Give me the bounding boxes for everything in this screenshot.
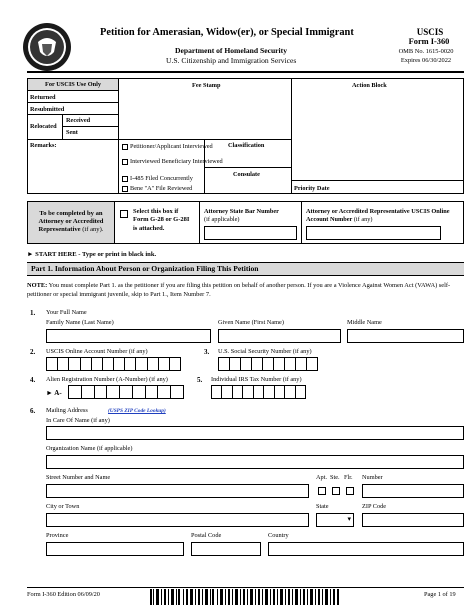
irs-tax-input[interactable] <box>211 385 306 399</box>
middle-name-input[interactable] <box>347 329 464 343</box>
country-label: Country <box>268 532 289 539</box>
item1-number: 1. <box>30 309 36 317</box>
checkbox-icon <box>122 159 128 165</box>
province-label: Province <box>46 532 69 539</box>
item2-number: 2. <box>30 348 36 356</box>
form-edition: Form I-360 Edition 06/09/20 <box>27 591 100 598</box>
start-here: ► START HERE - Type or print in black ink. <box>27 251 157 258</box>
footer-rule <box>27 587 464 588</box>
country-input[interactable] <box>268 542 464 556</box>
returned-label: Returned <box>30 94 56 101</box>
received-label: Received <box>66 117 91 124</box>
item3-number: 3. <box>204 348 210 356</box>
in-care-of-input[interactable] <box>46 426 464 440</box>
a-number-prefix: ► A- <box>46 389 62 397</box>
part1-title: Part 1. Information About Person or Organization Filing This Petition <box>31 264 259 273</box>
city-label: City or Town <box>46 503 80 510</box>
form-agency: USCIS <box>416 27 444 37</box>
bar-number-label: Attorney State Bar Number <box>204 208 279 215</box>
bar-number-input[interactable] <box>204 226 297 240</box>
agency-name: U.S. Citizenship and Immigration Services <box>166 56 297 65</box>
flr-checkbox[interactable] <box>346 487 354 495</box>
postal-input[interactable] <box>191 542 261 556</box>
dhs-seal <box>22 22 72 72</box>
item5-number: 5. <box>197 376 203 384</box>
unit-number-input[interactable] <box>362 484 464 498</box>
ste-checkbox[interactable] <box>332 487 340 495</box>
checkbox-icon <box>122 176 128 182</box>
apt-label: Apt. <box>316 474 328 481</box>
part1-note: NOTE: You must complete Part 1. as the petitioner if you are filing this petition on behalf of another person. If you are a Violence Against Women Act (VAWA) self-petitioner or special immigrant juvenile, skip to Part 1., Item Number 7. <box>27 282 451 298</box>
given-name-label: Given Name (First Name) <box>218 319 284 326</box>
g28-checkbox[interactable] <box>120 210 128 218</box>
check-petitioner: Petitioner/Applicant Interviewed <box>122 143 213 150</box>
form-number: Form I-360 <box>408 37 450 46</box>
classification-label: Classification <box>228 142 265 149</box>
office-use-title: For USCIS Use Only <box>28 79 118 90</box>
remarks-label: Remarks: <box>30 142 57 149</box>
zip-label: ZIP Code <box>362 503 387 510</box>
street-input[interactable] <box>46 484 309 498</box>
state-select[interactable] <box>316 513 354 527</box>
item3-label: U.S. Social Security Number (if any) <box>218 348 312 355</box>
a-number-input[interactable] <box>68 385 184 399</box>
postal-label: Postal Code <box>191 532 222 539</box>
zip-input[interactable] <box>362 513 464 527</box>
item1-label: Your Full Name <box>46 309 87 316</box>
item4-number: 4. <box>30 376 36 384</box>
family-name-label: Family Name (Last Name) <box>46 319 114 326</box>
consulate-label: Consulate <box>233 171 260 178</box>
zip-lookup-link[interactable]: (USPS ZIP Code Lookup) <box>108 408 166 414</box>
state-label: State <box>316 503 329 510</box>
checkbox-icon <box>122 186 128 192</box>
item6-number: 6. <box>30 407 36 415</box>
header-rule <box>27 71 464 73</box>
city-input[interactable] <box>46 513 309 527</box>
priority-date-label: Priority Date <box>294 185 330 192</box>
number-label: Number <box>362 474 383 481</box>
check-beneficiary: Interviewed Beneficiary Interviewed <box>122 158 223 165</box>
page-number: Page 1 of 19 <box>424 591 456 598</box>
street-label: Street Number and Name <box>46 474 111 481</box>
item5-label: Individual IRS Tax Number (if any) <box>211 376 302 383</box>
middle-name-label: Middle Name <box>347 319 382 326</box>
barcode <box>150 589 340 605</box>
chevron-down-icon: ▾ <box>347 515 351 523</box>
item4-label: Alien Registration Number (A-Number) (if any) <box>46 376 168 383</box>
ssn-input[interactable] <box>218 357 318 371</box>
item6-label: Mailing Address <box>46 407 88 414</box>
bar-number-applicable: (if applicable) <box>204 216 240 223</box>
action-block-label: Action Block <box>352 82 387 89</box>
g28-label: Select this box if Form G-28 or G-28I is attached. <box>133 208 190 232</box>
check-i485: I-485 Filed Concurrently <box>122 175 193 182</box>
checkbox-icon <box>122 144 128 150</box>
attorney-account-input[interactable] <box>306 226 441 240</box>
expiration-date: Expires 06/30/2022 <box>400 57 452 64</box>
resubmitted-label: Resubmitted <box>30 106 65 113</box>
province-input[interactable] <box>46 542 184 556</box>
organization-input[interactable] <box>46 455 464 469</box>
apt-checkbox[interactable] <box>318 487 326 495</box>
given-name-input[interactable] <box>218 329 341 343</box>
organization-label: Organization Name (if applicable) <box>46 445 133 452</box>
relocated-label: Relocated <box>30 123 57 130</box>
attorney-completed-by: To be completed by an Attorney or Accredited Representative (if any). <box>28 202 114 243</box>
department-name: Department of Homeland Security <box>175 46 287 55</box>
omb-number: OMB No. 1615-0020 <box>398 48 454 55</box>
account-number-label: Attorney or Accredited Representative USCIS Online Account Number (if any) <box>306 208 450 223</box>
item2-label: USCIS Online Account Number (if any) <box>46 348 148 355</box>
ste-label: Ste. <box>330 474 340 481</box>
fee-stamp-label: Fee Stamp <box>192 82 221 89</box>
family-name-input[interactable] <box>46 329 211 343</box>
check-bene-file: Bene "A" File Reviewed <box>122 185 192 192</box>
online-account-input[interactable] <box>46 357 181 371</box>
in-care-of-label: In Care Of Name (if any) <box>46 417 110 424</box>
flr-label: Flr. <box>344 474 353 481</box>
sent-label: Sent <box>66 129 78 136</box>
page-title: Petition for Amerasian, Widow(er), or Special Immigrant <box>100 27 354 38</box>
